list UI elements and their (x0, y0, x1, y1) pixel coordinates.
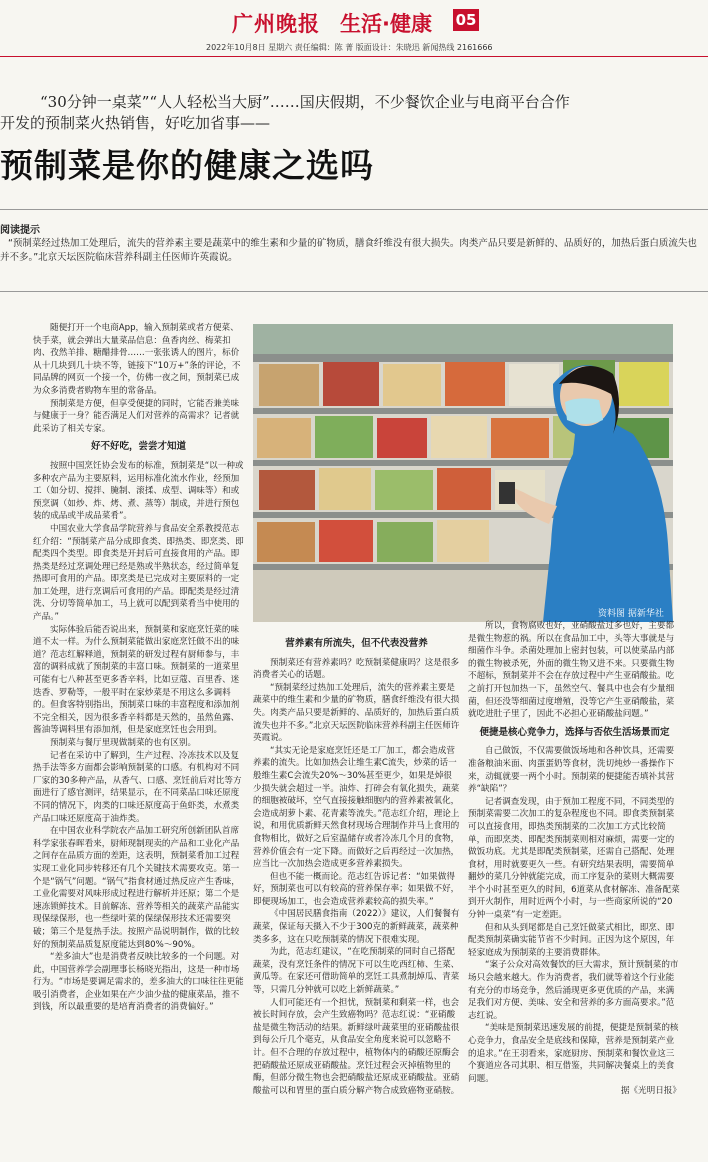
paragraph: 中国农业大学食品学院营养与食品安全系教授范志红介绍：“预制菜产品分成即食类、即热类、即烹类、即配类四个类型。即食类是开封后可直接食用的产品。即热类是经过烹调处理已经是熟或半熟状态，经过简单复热即可食用的产品。即烹类是已完成对主要原料的一定加工处理，进行烹调后可食用的产品。即配类是经过清洗、分切等简单加工，马上就可以配到菜肴当中使用的产品。” (33, 523, 244, 623)
paragraph: 为此，范志红建议，“在吃预制菜的同时自己搭配蔬菜，没有烹饪条件的情况下可以生吃西红柿、生菜、黄瓜等。在家还可借助简单的烹饪工具煮制焯瓜、青菜等，只需几分钟就可以吃上新鲜蔬菜。” (253, 947, 460, 996)
paragraph: 据《光明日报》 (620, 1086, 681, 1097)
masthead (0, 0, 708, 40)
paragraph: 《中国居民膳食指南（2022）》建议，人们餐餐有蔬菜，保证每天摄入不少于300克的新鲜蔬菜，蔬菜种类多多，这在只吃预制菜的情况下很难实现。 (253, 909, 460, 945)
newspaper-logo: 广州晚报 (232, 11, 320, 36)
paragraph: 预制菜与餐厅里现做制菜的也有区别。 (50, 738, 197, 748)
intro-deck (0, 92, 708, 134)
column-2 (253, 632, 460, 1162)
subheading: 好不好吃，尝尝才知道 (90, 441, 186, 453)
paragraph: “差多油大”也是消费者反映比较多的一个问题。对此，中国营养学会副理事长杨晓光指出，这是一种市场行为。“市场是要调足需求的，差多油大的口味往往更能吸引消费者，企业如果在产少油少盐的健康菜品，推不到钱，所以最重要的是培育消费者的消费偏好。” (33, 952, 244, 1013)
paragraph: “美味是预制菜迅速发展的前提，便捷是预制菜的核心竞争力，食品安全是底线和保障，营养是预制菜产业的追求。”在王羽看来，家庭厨房、预制菜和餐饮业这三个赛道应各司其职、相互借鉴，共同解决餐桌上的美食问题。 (468, 1023, 679, 1084)
reading-tip-text: “预制菜经过热加工处理后，流失的营养素主要是蔬菜中的维生素和少量的矿物质，膳食纤维没有很大损失。肉类产品只要是新鲜的、品质好的，加热后蛋白质流失也并不多。”北京天坛医院临床营养科副主任医师许英霞说。 (0, 238, 697, 263)
masthead-divider (0, 56, 708, 57)
subheading: 便捷是核心竞争力，选择与否依生活场景而定 (479, 726, 670, 738)
paragraph: 记者调查发现，由于预加工程度不同，不同类型的预制菜需要二次加工的复杂程度也不同。即食类预制菜可以直接食用，即热类预制菜的二次加工方式比较简单，而即烹类、即配类预制菜则相对麻烦，需要一定的做饭功底。尤其是即配类预制菜，还需自己搭配、处理食材，用时就要更久一些。有研究结果表明，需要简单翻炒的菜几分钟就能完成，而工序复杂的菜则大概需要半个小时甚至更久的时间，6道菜从食材解冻、准备配菜到开火制作，用时近两个小时，与一些商家所说的“20分钟一桌菜”有一定差距。 (468, 796, 680, 921)
article-photo (253, 324, 673, 622)
headline-divider (0, 209, 708, 210)
paragraph: 人们可能还有一个担忧，预制菜和剩菜一样，也会被长时间存放，会产生致癌物吗？范志红说：“亚硝酸盐是微生物活动的结果。新鲜绿叶蔬菜里的亚硝酸盐很到每公斤几个毫克，从食品安全角度来说可以忽略不计。但不合理的存放过程中，植物体内的硝酸还原酶会把硝酸盐还原成亚硝酸盐。烹饪过程会灭掉植物里的酶，但部分微生物也会把硝酸盐还原成亚硝酸盐。亚硝酸盐可以和胃里的蛋白质分解产物合成致癌物亚硝胺。 (253, 997, 460, 1096)
paragraph: 但和从头到尾都是自己烹饪做菜式相比，即烹、即配类预制菜确实能节省不少时间。正因为这个原因，年轻家庭成为预制菜的主要消费群体。 (468, 922, 675, 958)
subheading: 营养素有所流失，但不代表没营养 (285, 638, 428, 649)
supermarket-prepared-food-photo (253, 324, 673, 622)
paragraph: 随便打开一个电商App，输入预制菜或者方便菜、快手菜，就会弹出大量菜品信息：鱼香肉丝、梅菜扣肉、孜然羊排、糖醋排骨……一张张诱人的图片，标价从十几块到几十块不等，链接下“10万+”条的评论，不同品牌的网页一个接一个，仿佛一夜之间，预制菜已成为众多消费者购物车里的常备品。 (33, 323, 241, 396)
paragraph: 记者在采访中了解到，生产过程、冷冻技术以及复热手法等多方面都会影响预制菜的口感。有机构对不同厂家的30多种产品，从香气、口感、烹饪前后对比等方面进行了感官测评，结果显示，在不同菜品口味还原度不同的情况下，肉类的口味还原度高于鱼虾类，水煮类产品口味还原度高于油炸类。 (33, 750, 242, 824)
intro-line-2: 开发的预制菜火热销售，好吃加省事—— (0, 114, 271, 132)
paragraph: 预制菜还有营养素吗？吃预制菜健康吗？这是很多消费者关心的话题。 (253, 657, 460, 681)
paragraph: “其实无论是家庭烹饪还是工厂加工，都会造成营养素的流失。比如加热会让维生素C流失，炒菜的话一般维生素C会流失20%～30%甚至更少，如果是焯很少损失就会超过一半。油炸、打碎会有氧化损失，蔬菜的细胞被破坏，空气直接接触细胞内的营养素被氧化，会造成胡萝卜素、花青素等流失。”范志红介绍，理论上说，和用优质新鲜天然食材现场合理制作并马上食用的食物相比，做好之后室温储存或者冷冻几个月的食物，营养价值会有一定下降。而做好之后再经过一次加热，应当比一次加热会造成更多营养素损失。 (253, 745, 460, 870)
column-3 (468, 620, 681, 1162)
paragraph: 但也不能一概而论。范志红告诉记者：“如果做得好，预制菜也可以有较高的营养保存率；如果做不好，即便现场加工，也会造成营养素较高的损失率。” (253, 871, 460, 907)
photo-credit: 资料图 据新华社 (598, 609, 664, 619)
paragraph: 在中国农业科学院农产品加工研究所创新团队首席科学家张春晖看来，厨师现制现卖的产品和工业化产品之间存在品质方面的差距，这表明，预制菜肴加工过程实现工业化同步转移还有几个关键技术需要攻克。第一个是“锅气”问题。“锅气”指食材通过热反应产生香味，工业化需要对风味形成过程进行解析并还原；第二个是速冻锁鲜技术。目前解冻、营养等相关的蔬菜产品能实现保绿保形，也一些绿叶菜的保绿保形技术还需要突破；第三个是复热手法。按照产品说明制作，做的比较好的预制菜品质复原度能达到80%～90%。 (33, 826, 240, 950)
intro-line-1: “30分钟一桌菜”“人人轻松当大厨”……国庆假期，不少餐饮企业与电商平台合作 (40, 93, 570, 111)
paragraph: “案子公众对高效餐饮的巨大需求，预计预制菜的市场只会越来越大。作为消费者，我们就等着这个行业能有充分的市场竞争，然后涌现更多更优质的产品，来满足我们对方便、美味、安全和营养的多方面高要求。”范志红说。 (468, 960, 679, 1021)
paragraph: 自己做饭，不仅需要做饭场地和各种饮具，还需要准备粮油米面、肉蛋蛋奶等食材，洗切炖炒一番操作下来，动辄就要一两个小时。预制菜的便捷能否填补其营养“缺陷”？ (468, 746, 675, 795)
reading-tip-divider (0, 291, 708, 292)
paragraph: 按照中国烹饪协会发布的标准，预制菜是“以一种或多种农产品为主要原料，运用标准化流水作业，经预加工（如分切、搅拌、腌制、滚揉、成型、调味等）和或预烹调（如炒、炸、烤、煮、蒸等）制成，并进行预包装的成品或半成品菜肴”。 (33, 460, 244, 522)
section-title: 生活·健康 (340, 12, 432, 36)
headline: 预制菜是你的健康之选吗 (0, 146, 374, 185)
column-1 (33, 322, 244, 1162)
page-number-badge: 05 (453, 9, 479, 31)
reading-tip-label: 阅读提示 (0, 225, 40, 236)
paragraph: 实际体验后能否说出来，预制菜和家庭烹饪菜的味道不太一样。为什么预制菜能做出家庭烹饪做不出的味道？范志红解释道，预制菜的研发过程有厨师参与，丰富的调料成就了预制菜的丰富口味。预制菜的一道菜里可能有七八种甚至更多香辛料，比如豆蔻、百里香、迷迭香、罗勒等，一般平时在家炒菜是不用这么多调料的。但食客特别指出，预制菜口味的丰富程度和添加剂不完全相关，因为很多香辛料都是天然的，虽然鱼露、酱油等调料里有添加剂，但是家庭烹饪也会用到。 (33, 624, 240, 736)
paragraph: 所以，食物腐败也好，亚硝酸盐过多也好，主要都是微生物惹的祸。所以在食品加工中，头等大事就是与细菌作斗争。杀菌处理加上密封包装，可以使菜品内部的微生物被杀死，外面的微生物又进不来。只要微生物不超标，预制菜并不会在存放过程中产生亚硝酸盐。吃之前打开包加热一下，虽然空气、餐具中也会有少量细菌，但还没等细菌过度增殖，没等它产生亚硝酸盐，菜就吃进肚子里了，因此不必担心亚硝酸盐问题。” (468, 621, 675, 720)
issue-line: 2022年10月8日 星期六 责任编辑：陈 菁 版面设计：朱晓迅 新闻热线 2161666 (206, 43, 493, 52)
paragraph: “预制菜经过热加工处理后，流失的营养素主要是蔬菜中的维生素和少量的矿物质，膳食纤维没有很大损失。肉类产品只要是新鲜的、品质好的，加热后蛋白质流失也并不多。”北京天坛医院临床营养科副主任医师许英霞说。 (253, 682, 460, 744)
paragraph: 预制菜是方便，但享受便捷的同时，它能否兼美味与健康于一身？能否满足人们对营养的高需求？记者就此采访了相关专家。 (33, 398, 240, 434)
